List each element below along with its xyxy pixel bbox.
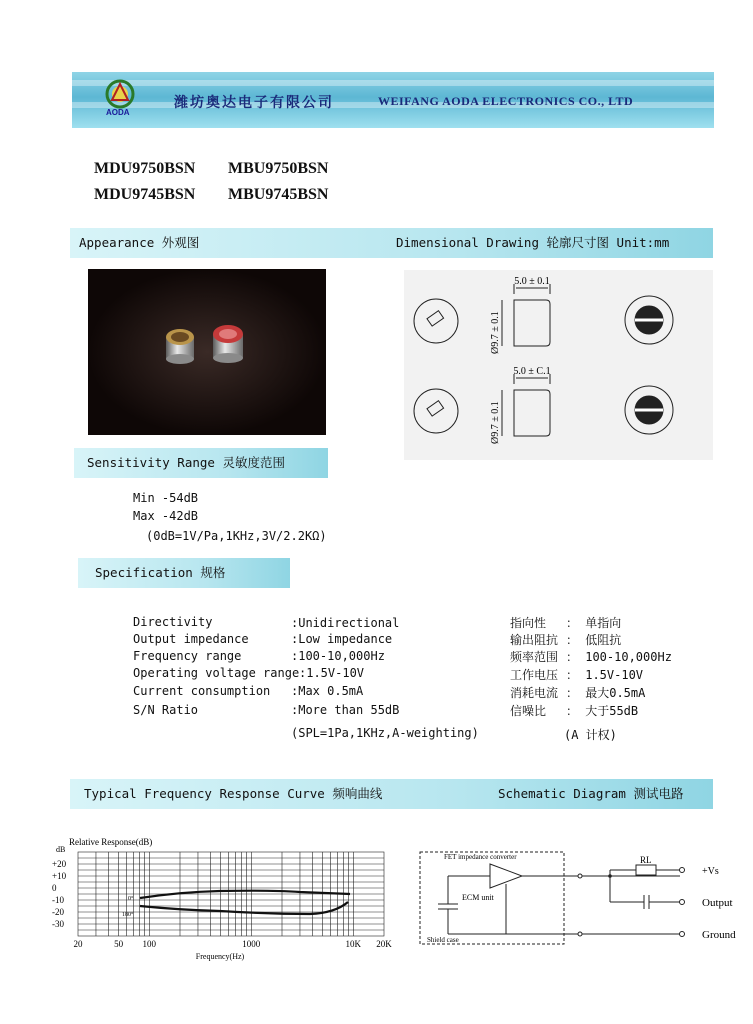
chart-y-tick: 0 [52, 883, 57, 893]
spec-label-cn: 指向性 [510, 616, 547, 630]
appearance-heading: Appearance 外观图 [79, 235, 200, 250]
frequency-section-bar [70, 779, 713, 809]
ecm-label: ECM unit [462, 893, 494, 902]
curve-label-0deg: 0° [128, 896, 134, 902]
chart-y-tick: -20 [52, 907, 64, 917]
response-chart-title: Relative Response(dB) [69, 837, 153, 847]
spec-label-cn: 工作电压 [510, 668, 559, 682]
chart-x-tick: 20 [73, 939, 83, 949]
chart-y-tick: -10 [52, 895, 64, 905]
chart-x-tick: 100 [142, 939, 157, 949]
spec-value: :Unidirectional [291, 616, 400, 630]
frequency-curve-heading: Typical Frequency Response Curve 频响曲线 [84, 786, 383, 801]
spec-label: Operating voltage range [133, 666, 300, 680]
spec-note-en: (SPL=1Pa,1KHz,A-weighting) [291, 726, 479, 740]
chart-y-tick: +20 [52, 859, 67, 869]
length-dimension-top: 5.0 ± 0.1 [514, 276, 550, 287]
spec-value: :1.5V-10V [299, 666, 365, 680]
specification-heading: Specification 规格 [95, 565, 226, 580]
spec-label-cn: 频率范围 [510, 650, 559, 664]
model-name: MBU9745BSN [228, 186, 329, 203]
specification-section-bar [78, 558, 290, 588]
product-photo [88, 269, 326, 435]
chart-x-tick: 10K [345, 939, 362, 949]
fet-label: FET impedance converter [444, 853, 517, 861]
dimensional-heading: Dimensional Drawing 轮廓尺寸图 Unit:mm [396, 235, 670, 250]
sensitivity-note: (0dB=1V/Pa,1KHz,3V/2.2KΩ) [146, 529, 327, 543]
spec-label: S/N Ratio [133, 703, 199, 717]
rl-label: RL [640, 855, 652, 865]
frequency-response-chart [50, 834, 400, 964]
sensitivity-heading: Sensitivity Range 灵敏度范围 [87, 455, 285, 470]
length-dimension-bottom: 5.0 ± C.1 [513, 366, 551, 377]
sensitivity-max: Max -42dB [133, 509, 199, 523]
chart-y-tick: -30 [52, 919, 64, 929]
response-curve-0deg [140, 891, 350, 898]
ground-terminal-label: Ground [702, 929, 736, 941]
load-resistor-rl [636, 865, 656, 875]
chart-x-tick: 20K [376, 939, 392, 949]
sensitivity-section-bar [74, 448, 328, 478]
spec-value-cn: ： 低阻抗 [566, 633, 622, 647]
company-name-en: WEIFANG AODA ELECTRONICS CO., LTD [378, 94, 634, 108]
spec-value: :More than 55dB [291, 703, 400, 717]
sensitivity-min: Min -54dB [133, 491, 199, 505]
spec-note-cn: (A 计权) [564, 728, 617, 742]
spec-label: Directivity [133, 615, 213, 629]
spec-value-cn: ： 1.5V-10V [566, 668, 644, 682]
response-chart-unit: dB [56, 845, 66, 854]
company-logo [102, 78, 142, 118]
spec-value-cn: ： 大于55dB [566, 704, 639, 718]
spec-label-cn: 信噪比 [510, 704, 547, 718]
chart-x-tick: 50 [114, 939, 124, 949]
spec-value-cn: ： 最大0.5mA [566, 686, 646, 700]
curve-label-180deg: 180° [122, 912, 134, 918]
spec-label: Current consumption [133, 684, 271, 698]
spec-value-cn: ： 100-10,000Hz [566, 650, 672, 664]
spec-value: :Max 0.5mA [291, 684, 364, 698]
diameter-dimension-bottom: Ø9.7 ± 0.1 [490, 401, 501, 444]
spec-value-cn: ： 单指向 [566, 616, 622, 630]
shield-case-label: Shield case [427, 936, 459, 944]
company-name-cn: 潍坊奥达电子有限公司 [174, 95, 334, 111]
schematic-heading: Schematic Diagram 测试电路 [498, 786, 684, 801]
spec-label-cn: 消耗电流 [510, 686, 559, 700]
company-banner [72, 72, 714, 128]
spec-label-cn: 输出阻抗 [510, 633, 559, 647]
diameter-dimension-top: Ø9.7 ± 0.1 [490, 311, 501, 354]
vs-terminal-label: +Vs [702, 866, 719, 877]
model-name: MBU9750BSN [228, 160, 329, 177]
model-name: MDU9745BSN [94, 186, 196, 203]
model-name: MDU9750BSN [94, 160, 196, 177]
output-terminal-label: Output [702, 897, 733, 909]
appearance-section-bar [70, 228, 713, 258]
chart-y-tick: +10 [52, 871, 67, 881]
spec-value: :100-10,000Hz [291, 649, 385, 663]
spec-label: Frequency range [133, 649, 242, 663]
spec-label: Output impedance [133, 632, 249, 646]
chart-x-tick: 1000 [242, 939, 261, 949]
spec-value: :Low impedance [291, 632, 393, 646]
logo-brand-text: AODA [106, 108, 130, 117]
dimensional-drawing [404, 270, 713, 460]
schematic-diagram [418, 848, 753, 948]
response-chart-xlabel: Frequency(Hz) [195, 952, 245, 961]
